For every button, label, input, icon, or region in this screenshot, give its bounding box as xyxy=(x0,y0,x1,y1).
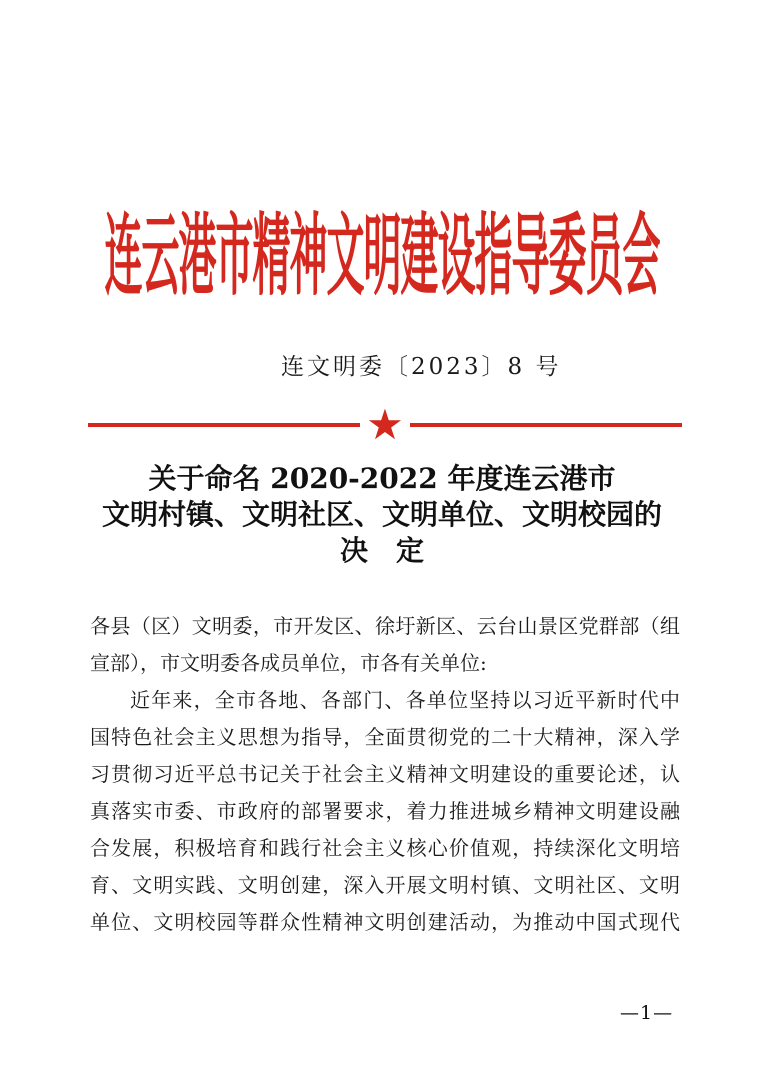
issuing-authority-title: 连云港市精神文明建设指导委员会 xyxy=(104,201,660,308)
letterhead xyxy=(0,201,764,308)
salutation-line: 各县（区）文明委，市开发区、徐圩新区、云台山景区党群部（组 xyxy=(90,614,680,638)
divider-line-left xyxy=(88,423,360,427)
document-title-line-2: 文明村镇、文明社区、文明单位、文明校园的 xyxy=(101,498,662,531)
paragraph-line: 单位、文明校园等群众性精神文明创建活动，为推动中国式现代 xyxy=(90,910,680,934)
paragraph-line: 合发展，积极培育和践行社会主义核心价值观，持续深化文明培 xyxy=(90,836,680,860)
paragraph-line: 育、文明实践、文明创建，深入开展文明村镇、文明社区、文明 xyxy=(90,873,680,897)
document-body xyxy=(90,608,680,941)
paragraph-line: 真落实市委、市政府的部署要求，着力推进城乡精神文明建设融 xyxy=(90,799,680,823)
paragraph-line: 近年来，全市各地、各部门、各单位坚持以习近平新时代中 xyxy=(130,688,680,712)
paragraph-line: 习贯彻习近平总书记关于社会主义精神文明建设的重要论述，认 xyxy=(90,762,680,786)
document-title xyxy=(44,461,720,569)
divider-line-right xyxy=(410,423,682,427)
salutation-line: 宣部），市文明委各成员单位，市各有关单位: xyxy=(90,651,487,675)
star-icon: ★ xyxy=(366,400,404,449)
paragraph-line: 国特色社会主义思想为指导，全面贯彻党的二十大精神，深入学 xyxy=(90,725,680,749)
document-number: 连文明委〔2023〕8 号 xyxy=(281,354,562,380)
red-divider xyxy=(88,400,682,449)
document-title-line-3: 决 定 xyxy=(339,534,424,567)
document-title-line-1: 关于命名 2020-2022 年度连云港市 xyxy=(148,462,616,495)
page-number: —1— xyxy=(620,1002,674,1024)
